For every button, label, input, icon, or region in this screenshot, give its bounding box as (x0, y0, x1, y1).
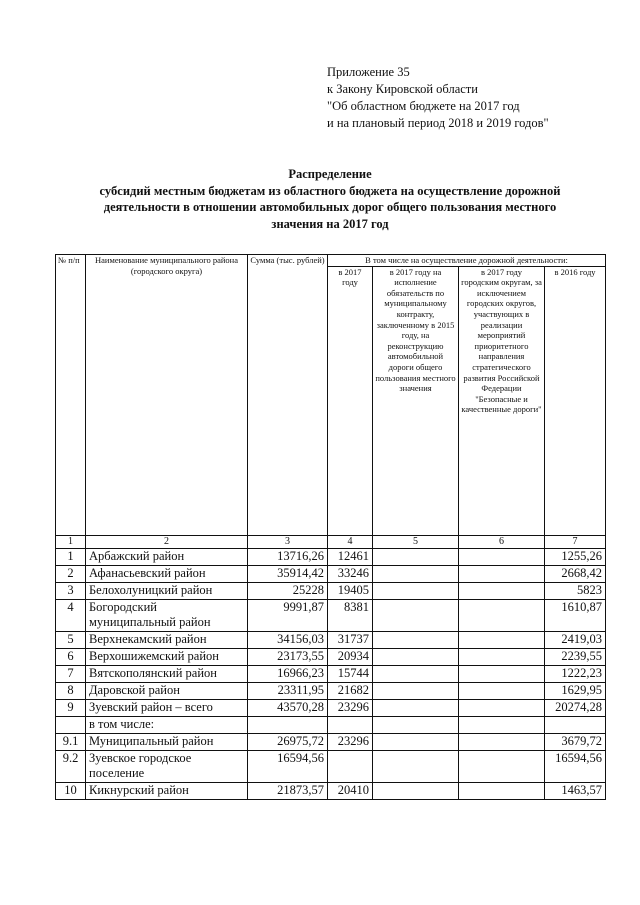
row-name: Кикнурский район (86, 782, 248, 799)
row-2016: 1629,95 (545, 682, 606, 699)
row-2016: 1222,23 (545, 665, 606, 682)
row-2016 (545, 716, 606, 733)
row-sum: 26975,72 (248, 733, 328, 750)
row-contract (373, 733, 459, 750)
column-number: 4 (328, 535, 373, 548)
row-number: 4 (56, 599, 86, 631)
row-2016: 2239,55 (545, 648, 606, 665)
row-urban (459, 565, 545, 582)
table-row (56, 665, 606, 682)
row-2016: 2668,42 (545, 565, 606, 582)
table-row (56, 782, 606, 799)
row-2016: 1610,87 (545, 599, 606, 631)
row-number: 5 (56, 631, 86, 648)
row-sum: 9991,87 (248, 599, 328, 631)
table-row (56, 599, 606, 631)
row-urban (459, 548, 545, 565)
column-numbers-row (56, 535, 606, 548)
row-2017: 20410 (328, 782, 373, 799)
table-row (56, 548, 606, 565)
table-row (56, 733, 606, 750)
column-number: 5 (373, 535, 459, 548)
row-sum: 23173,55 (248, 648, 328, 665)
row-urban (459, 733, 545, 750)
column-number: 7 (545, 535, 606, 548)
table-row (56, 631, 606, 648)
row-urban (459, 782, 545, 799)
row-urban (459, 699, 545, 716)
row-contract (373, 582, 459, 599)
row-contract (373, 631, 459, 648)
row-sum: 16966,23 (248, 665, 328, 682)
row-2017: 23296 (328, 699, 373, 716)
row-name: Верхнекамский район (86, 631, 248, 648)
row-name: Муниципальный район (86, 733, 248, 750)
row-2017 (328, 716, 373, 733)
row-2016: 5823 (545, 582, 606, 599)
appendix-line-3: "Об областном бюджете на 2017 год (327, 99, 520, 113)
row-sum: 34156,03 (248, 631, 328, 648)
table-body (56, 548, 606, 799)
header-urban-districts: в 2017 году городским округам, за исключением городских округов, участвующих в реализации мероприятий приоритетного направления стратегического развития Российской Федерации "Безопасные и качественные дороги" (459, 266, 545, 535)
row-contract (373, 750, 459, 782)
appendix-line-1: Приложение 35 (327, 65, 410, 79)
appendix-line-2: к Закону Кировской области (327, 82, 478, 96)
row-sum: 21873,57 (248, 782, 328, 799)
row-contract (373, 716, 459, 733)
row-sum: 35914,42 (248, 565, 328, 582)
row-urban (459, 750, 545, 782)
header-2017: в 2017 году (328, 266, 373, 535)
row-name: в том числе: (86, 716, 248, 733)
row-2017: 20934 (328, 648, 373, 665)
row-urban (459, 665, 545, 682)
row-number: 7 (56, 665, 86, 682)
row-sum: 23311,95 (248, 682, 328, 699)
column-number: 1 (56, 535, 86, 548)
row-urban (459, 599, 545, 631)
row-number: 6 (56, 648, 86, 665)
table-row (56, 682, 606, 699)
row-name: Зуевский район – всего (86, 699, 248, 716)
row-contract (373, 548, 459, 565)
row-2017 (328, 750, 373, 782)
table-row (56, 699, 606, 716)
row-2017: 23296 (328, 733, 373, 750)
column-number: 3 (248, 535, 328, 548)
row-2016: 2419,03 (545, 631, 606, 648)
table-row (56, 648, 606, 665)
row-2017: 19405 (328, 582, 373, 599)
row-2016: 3679,72 (545, 733, 606, 750)
table-row (56, 582, 606, 599)
row-name: Богородский муниципальный район (86, 599, 248, 631)
row-name: Арбажский район (86, 548, 248, 565)
document-title (40, 166, 620, 232)
title-line-4: значения на 2017 год (271, 216, 389, 231)
row-urban (459, 631, 545, 648)
table-row (56, 716, 606, 733)
row-contract (373, 565, 459, 582)
row-sum: 43570,28 (248, 699, 328, 716)
header-2016: в 2016 году (545, 266, 606, 535)
row-urban (459, 716, 545, 733)
row-urban (459, 582, 545, 599)
header-contract-2015: в 2017 году на исполнение обязательств по муниципальному контракту, заключенному в 2015 году, на реконструкцию автомобильной дороги общего пользования местного значения (373, 266, 459, 535)
row-name: Афанасьевский район (86, 565, 248, 582)
header-num: № п/п (56, 255, 86, 536)
title-line-1: Распределение (288, 167, 372, 181)
row-2017: 8381 (328, 599, 373, 631)
row-number: 9.1 (56, 733, 86, 750)
row-number: 9.2 (56, 750, 86, 782)
row-name: Вятскополянский район (86, 665, 248, 682)
header-name: Наименование муниципального района (городского округа) (86, 255, 248, 536)
row-sum: 16594,56 (248, 750, 328, 782)
appendix-caption (327, 64, 549, 132)
row-sum (248, 716, 328, 733)
row-2017: 21682 (328, 682, 373, 699)
row-urban (459, 648, 545, 665)
row-number: 2 (56, 565, 86, 582)
row-number: 10 (56, 782, 86, 799)
column-number: 2 (86, 535, 248, 548)
row-number: 8 (56, 682, 86, 699)
row-2017: 15744 (328, 665, 373, 682)
row-2017: 31737 (328, 631, 373, 648)
row-name: Зуевское городское поселение (86, 750, 248, 782)
row-contract (373, 648, 459, 665)
row-sum: 25228 (248, 582, 328, 599)
table-row (56, 565, 606, 582)
title-line-2: субсидий местным бюджетам из областного бюджета на осуществление дорожной (99, 183, 561, 198)
subsidy-distribution-table (55, 254, 606, 800)
row-2016: 20274,28 (545, 699, 606, 716)
row-urban (459, 682, 545, 699)
row-2017: 12461 (328, 548, 373, 565)
row-number: 3 (56, 582, 86, 599)
row-name: Верхошижемский район (86, 648, 248, 665)
row-name: Белохолуницкий район (86, 582, 248, 599)
row-contract (373, 682, 459, 699)
row-number: 1 (56, 548, 86, 565)
row-contract (373, 782, 459, 799)
row-contract (373, 699, 459, 716)
table-header (56, 255, 606, 549)
row-sum: 13716,26 (248, 548, 328, 565)
row-2016: 1255,26 (545, 548, 606, 565)
header-sum: Сумма (тыс. рублей) (248, 255, 328, 536)
row-name: Даровской район (86, 682, 248, 699)
row-number (56, 716, 86, 733)
title-line-3: деятельности в отношении автомобильных дорог общего пользования местного (103, 200, 557, 214)
row-2017: 33246 (328, 565, 373, 582)
row-contract (373, 599, 459, 631)
header-including: В том числе на осуществление дорожной деятельности: (328, 255, 606, 267)
row-2016: 16594,56 (545, 750, 606, 782)
row-number: 9 (56, 699, 86, 716)
row-2016: 1463,57 (545, 782, 606, 799)
column-number: 6 (459, 535, 545, 548)
appendix-line-4: и на плановый период 2018 и 2019 годов" (327, 116, 549, 130)
table-row (56, 750, 606, 782)
row-contract (373, 665, 459, 682)
